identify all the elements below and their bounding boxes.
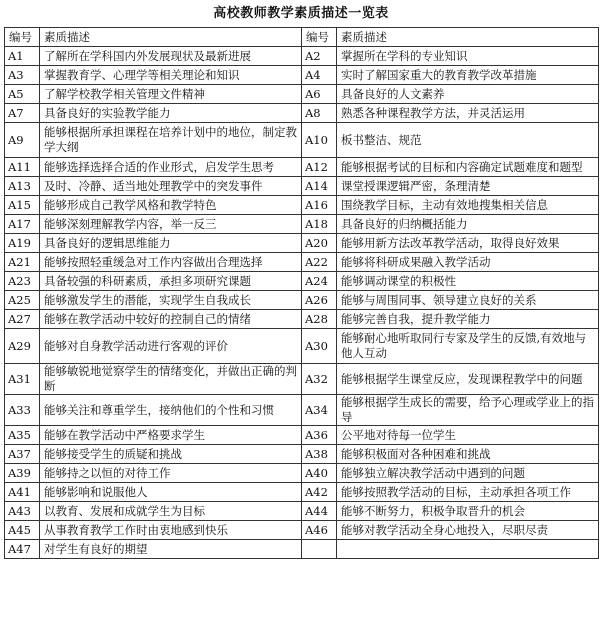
row-desc-right: 能够完善自我，提升教学能力 [337,310,599,329]
row-desc-left: 掌握教育学、心理学等相关理论和知识 [40,66,302,85]
row-desc-left: 能够影响和说服他人 [40,483,302,502]
competency-table [4,27,599,559]
table-row [5,291,599,310]
row-code-left: A25 [5,291,40,310]
row-code-right: A16 [302,196,337,215]
row-code-left: A27 [5,310,40,329]
row-desc-left: 能够按照轻重缓急对工作内容做出合理选择 [40,253,302,272]
row-desc-right: 具备良好的归纳概括能力 [337,215,599,234]
row-desc-right: 具备良好的人文素养 [337,85,599,104]
row-code-right: A34 [302,395,337,426]
header-code-right: 编号 [302,28,337,47]
row-code-left: A11 [5,158,40,177]
row-code-left: A31 [5,364,40,395]
row-desc-right: 掌握所在学科的专业知识 [337,47,599,66]
row-desc-right [337,540,599,559]
row-desc-right: 能够将科研成果融入教学活动 [337,253,599,272]
row-code-right: A20 [302,234,337,253]
row-code-left: A43 [5,502,40,521]
row-desc-left: 能够深刻理解教学内容，举一反三 [40,215,302,234]
row-code-right: A22 [302,253,337,272]
row-desc-left: 对学生有良好的期望 [40,540,302,559]
row-desc-left: 了解学校教学相关管理文件精神 [40,85,302,104]
row-desc-left: 能够在教学活动中较好的控制自己的情绪 [40,310,302,329]
row-code-left: A47 [5,540,40,559]
table-row [5,253,599,272]
row-desc-left: 能够对自身教学活动进行客观的评价 [40,329,302,364]
row-desc-right: 能够根据考试的目标和内容确定试题难度和题型 [337,158,599,177]
table-row [5,329,599,364]
table-row [5,464,599,483]
row-desc-left: 能够选择选择合适的作业形式，启发学生思考 [40,158,302,177]
row-desc-right: 能够独立解决教学活动中遇到的问题 [337,464,599,483]
row-code-left: A37 [5,445,40,464]
row-code-left: A19 [5,234,40,253]
table-row [5,540,599,559]
row-code-right: A32 [302,364,337,395]
row-desc-right: 能够调动课堂的积极性 [337,272,599,291]
table-row [5,47,599,66]
row-code-left: A41 [5,483,40,502]
row-code-left: A9 [5,123,40,158]
row-code-right: A28 [302,310,337,329]
row-code-left: A15 [5,196,40,215]
table-row [5,521,599,540]
table-row [5,177,599,196]
row-code-left: A3 [5,66,40,85]
row-desc-right: 能够与周围同事、领导建立良好的关系 [337,291,599,310]
header-code-left: 编号 [5,28,40,47]
row-code-right: A46 [302,521,337,540]
row-desc-right: 能够对教学活动全身心地投入，尽职尽责 [337,521,599,540]
row-desc-left: 能够接受学生的质疑和挑战 [40,445,302,464]
table-title: 高校教师教学素质描述一览表 [213,6,389,21]
row-code-right: A12 [302,158,337,177]
table-row [5,215,599,234]
row-desc-left: 从事教育教学工作时由衷地感到快乐 [40,521,302,540]
table-row [5,445,599,464]
row-desc-left: 及时、冷静、适当地处理教学中的突发事件 [40,177,302,196]
row-desc-left: 能够激发学生的潜能，实现学生自我成长 [40,291,302,310]
row-code-right: A26 [302,291,337,310]
row-code-left: A29 [5,329,40,364]
row-desc-right: 熟悉各种课程教学方法，并灵活运用 [337,104,599,123]
row-code-right: A42 [302,483,337,502]
header-desc-left: 素质描述 [40,28,302,47]
row-code-right: A40 [302,464,337,483]
row-code-right: A36 [302,426,337,445]
header-desc-right: 素质描述 [337,28,599,47]
row-desc-left: 能够形成自己教学风格和教学特色 [40,196,302,215]
row-code-left: A5 [5,85,40,104]
row-code-left: A21 [5,253,40,272]
row-desc-left: 能够持之以恒的对待工作 [40,464,302,483]
table-body [5,47,599,559]
table-row [5,364,599,395]
row-code-left: A13 [5,177,40,196]
table-row [5,272,599,291]
table-row [5,234,599,253]
row-code-right: A2 [302,47,337,66]
row-desc-right: 公平地对待每一位学生 [337,426,599,445]
table-row [5,196,599,215]
row-code-right: A18 [302,215,337,234]
row-code-right: A30 [302,329,337,364]
row-desc-left: 能够关注和尊重学生，接纳他们的个性和习惯 [40,395,302,426]
row-code-left: A45 [5,521,40,540]
row-code-left: A33 [5,395,40,426]
row-desc-right: 能够耐心地听取同行专家及学生的反馈,有效地与他人互动 [337,329,599,364]
table-row [5,104,599,123]
row-code-left: A39 [5,464,40,483]
row-code-right: A10 [302,123,337,158]
row-desc-right: 围绕教学目标，主动有效地搜集相关信息 [337,196,599,215]
row-desc-right: 能够不断努力，积极争取晋升的机会 [337,502,599,521]
row-desc-right: 能够按照教学活动的目标，主动承担各项工作 [337,483,599,502]
row-desc-right: 能够用新方法改革教学活动，取得良好效果 [337,234,599,253]
row-code-left: A1 [5,47,40,66]
row-desc-right: 能够根据学生课堂反应，发现课程教学中的问题 [337,364,599,395]
table-row [5,502,599,521]
row-desc-right: 能够积极面对各种困难和挑战 [337,445,599,464]
row-desc-right: 课堂授课逻辑严密，条理清楚 [337,177,599,196]
row-desc-left: 了解所在学科国内外发展现状及最新进展 [40,47,302,66]
row-code-right: A14 [302,177,337,196]
row-desc-right: 能够根据学生成长的需要，给予心理或学业上的指导 [337,395,599,426]
row-code-right: A4 [302,66,337,85]
table-row [5,426,599,445]
row-desc-left: 具备较强的科研素质，承担多项研究课题 [40,272,302,291]
row-desc-right: 实时了解国家重大的教育教学改革措施 [337,66,599,85]
row-code-right: A38 [302,445,337,464]
table-row [5,158,599,177]
row-code-left: A23 [5,272,40,291]
row-code-right: A8 [302,104,337,123]
row-desc-left: 具备良好的逻辑思维能力 [40,234,302,253]
row-code-left: A35 [5,426,40,445]
row-desc-right: 板书整洁、规范 [337,123,599,158]
table-row [5,483,599,502]
row-desc-left: 以教育、发展和成就学生为目标 [40,502,302,521]
table-row [5,66,599,85]
row-desc-left: 能够在教学活动中严格要求学生 [40,426,302,445]
row-code-right: A24 [302,272,337,291]
row-code-left: A17 [5,215,40,234]
table-row [5,310,599,329]
row-code-left: A7 [5,104,40,123]
row-code-right [302,540,337,559]
row-desc-left: 具备良好的实验教学能力 [40,104,302,123]
row-desc-left: 能够根据所承担课程在培养计划中的地位，制定教学大纲 [40,123,302,158]
table-row [5,123,599,158]
table-row [5,85,599,104]
row-desc-left: 能够敏锐地觉察学生的情绪变化，并做出正确的判断 [40,364,302,395]
row-code-right: A44 [302,502,337,521]
table-row [5,395,599,426]
header-row [5,28,599,47]
row-code-right: A6 [302,85,337,104]
